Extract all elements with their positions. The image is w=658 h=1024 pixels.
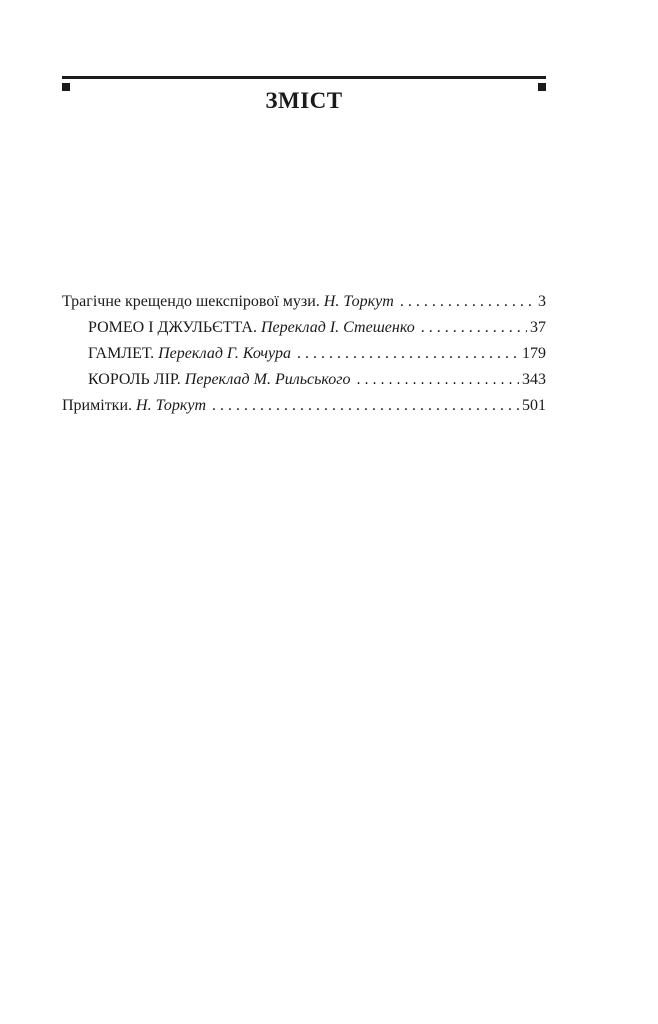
table-of-contents	[62, 289, 546, 419]
dot-leader	[356, 367, 519, 393]
dot-leader	[212, 393, 519, 419]
toc-entry-essay[interactable]	[62, 289, 546, 315]
toc-entry-page: 343	[522, 371, 546, 388]
toc-entry-title: КОРОЛЬ ЛІР.	[88, 371, 181, 388]
toc-entry-title: Трагічне крещендо шекспірової музи.	[62, 293, 320, 310]
toc-entry-translator: Переклад М. Рильського	[184, 371, 351, 388]
toc-entry-translator: Переклад І. Стешенко	[260, 319, 415, 336]
page-header	[62, 76, 546, 116]
toc-entry-page: 179	[522, 345, 546, 362]
toc-entry-title: ГАМЛЕТ.	[88, 345, 155, 362]
toc-entry-page: 37	[530, 319, 546, 336]
toc-entry-author: Н. Торкут	[136, 397, 207, 414]
page-title: ЗМІСТ	[265, 88, 343, 113]
toc-entry-romeo-juliet[interactable]	[62, 315, 546, 341]
toc-entry-author: Н. Торкут	[323, 293, 394, 310]
dot-leader	[400, 289, 535, 315]
toc-entry-hamlet[interactable]	[62, 341, 546, 367]
toc-entry-title: Примітки.	[62, 397, 133, 414]
toc-entry-title: РОМЕО І ДЖУЛЬЄТТА.	[88, 319, 257, 336]
dot-leader	[297, 341, 519, 367]
toc-entry-page: 3	[538, 293, 546, 310]
toc-entry-notes[interactable]	[62, 393, 546, 419]
toc-entry-king-lear[interactable]	[62, 367, 546, 393]
header-rule	[62, 76, 546, 79]
dot-leader	[421, 315, 527, 341]
toc-entry-page: 501	[522, 397, 546, 414]
toc-entry-translator: Переклад Г. Кочура	[158, 345, 291, 362]
